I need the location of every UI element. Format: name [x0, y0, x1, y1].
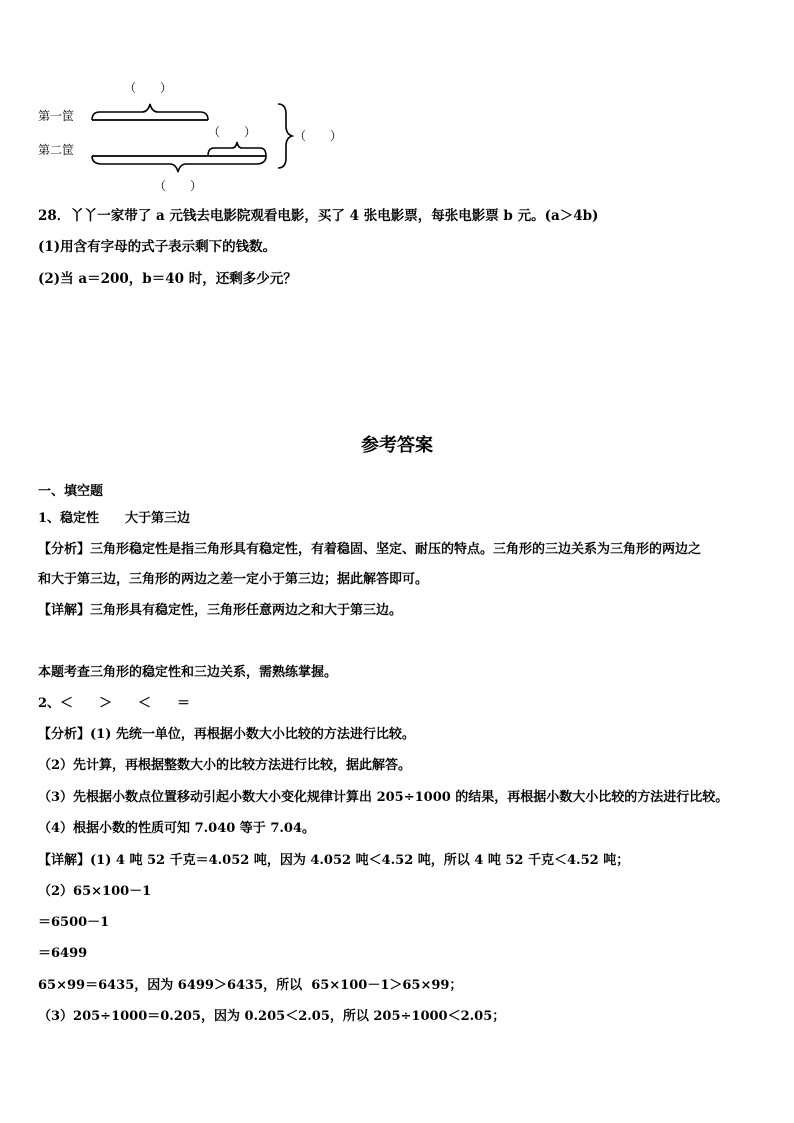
basket-diagram [30, 74, 370, 200]
a2-analysis4: （4）根据小数的性质可知 7.040 等于 7.04。 [38, 821, 315, 836]
brace-extra [208, 142, 266, 156]
a2-detail1: 【详解】(1) 4 吨 52 千克＝4.052 吨，因为 4.052 吨＜4.52 吨，所以 4 吨 52 千克＜4.52 吨； [38, 853, 630, 868]
brace-right [278, 104, 292, 168]
a2-analysis3: （3）先根据小数点位置移动引起小数大小变化规律计算出 205÷1000 的结果，再根据小数大小比较的方法进行比较。 [38, 790, 729, 805]
paren-bottom: （ ） [154, 179, 203, 193]
answers-title: 参考答案 [361, 435, 433, 456]
paren-right: （ ） [294, 129, 343, 143]
a1-analysis-line1: 【分析】三角形稳定性是指三角形具有稳定性，有着稳固、坚定、耐压的特点。三角形的三边关系为三角形的两边之 [38, 542, 702, 557]
brace-top [92, 104, 208, 120]
a2-detail4: ＝6499 [38, 946, 88, 961]
a2-detail2: （2）65×100－1 [38, 884, 152, 899]
q28-part2: (2)当 a＝200，b＝40 时，还剩多少元？ [38, 271, 297, 287]
paren-mid: （ ） [208, 125, 257, 139]
paren-top: （ ） [124, 81, 173, 95]
a2-analysis1: 【分析】(1) 先统一单位，再根据小数大小比较的方法进行比较。 [38, 727, 415, 742]
a1-note: 本题考查三角形的稳定性和三边关系，需熟练掌握。 [38, 665, 338, 680]
a1-detail: 【详解】三角形具有稳定性，三角形任意两边之和大于第三边。 [38, 603, 403, 618]
a2-analysis2: （2）先计算，再根据整数大小的比较方法进行比较，据此解答。 [38, 758, 412, 773]
row1-label: 第一筐 [38, 109, 75, 123]
section1-heading: 一、填空题 [38, 484, 104, 499]
basket-diagram-svg [30, 74, 370, 200]
a1-answer: 1、稳定性 大于第三边 [38, 511, 191, 526]
q28-stem: 28．丫丫一家带了 a 元钱去电影院观看电影，买了 4 张电影票，每张电影票 b 元。(a＞4b) [38, 208, 599, 224]
a2-detail3: ＝6500－1 [38, 915, 110, 930]
a2-detail6: （3）205÷1000＝0.205，因为 0.205＜2.05，所以 205÷1000＜2.05； [38, 1009, 506, 1024]
row2-label: 第二筐 [38, 143, 75, 157]
q28-part1: (1)用含有字母的式子表示剩下的钱数。 [38, 239, 277, 255]
a1-analysis-line2: 和大于第三边，三角形的两边之差一定小于第三边；据此解答即可。 [38, 572, 429, 587]
brace-bottom [92, 156, 266, 172]
a2-detail5: 65×99＝6435，因为 6499＞6435，所以 65×100－1＞65×99； [38, 978, 463, 993]
a2-answer: 2、＜ ＞ ＜ ＝ [38, 696, 191, 711]
